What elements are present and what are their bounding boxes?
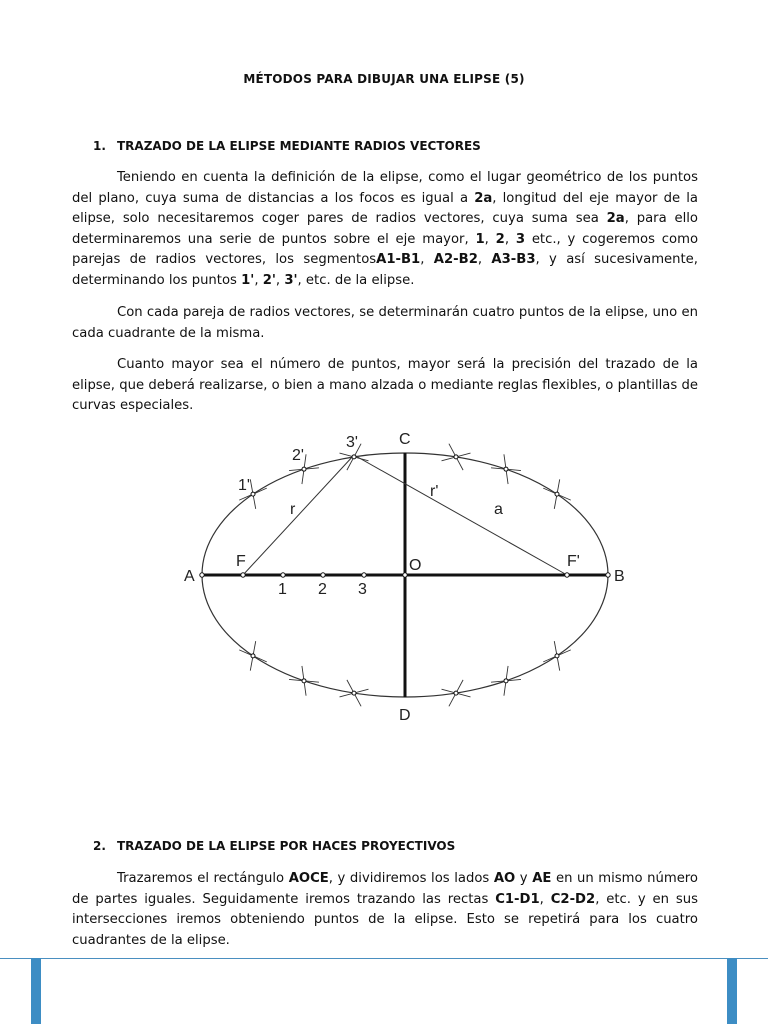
label-d: D bbox=[399, 707, 411, 724]
radius-vector-r bbox=[243, 455, 354, 575]
bold-run: AE bbox=[532, 871, 552, 886]
ellipse-point bbox=[352, 691, 356, 695]
text-run: , etc. y en sus intersecciones iremos obteniendo puntos de la elipse. Esto se repetirá para los cuatro cuadrantes de la elipse. bbox=[72, 891, 698, 948]
ellipse-point bbox=[302, 679, 306, 683]
section-1-paragraph-1 bbox=[72, 168, 698, 292]
section-2-heading bbox=[93, 839, 455, 853]
label-a-segment: a bbox=[494, 501, 503, 518]
bold-run: 2 bbox=[495, 231, 505, 247]
bold-run: A1-B1 bbox=[376, 252, 421, 268]
label-3: 3 bbox=[358, 581, 367, 598]
bold-run: AO bbox=[493, 871, 516, 886]
label-1-prime: 1' bbox=[238, 477, 250, 494]
ellipse-point bbox=[251, 654, 255, 658]
text-run: y bbox=[515, 871, 533, 886]
bold-run: C1-D1 bbox=[495, 891, 540, 907]
ellipse-point bbox=[504, 467, 508, 471]
text-run: , y dividiremos los lados bbox=[328, 871, 494, 886]
ellipse-radius-vector-diagram bbox=[0, 420, 768, 740]
text-run: Trazaremos el rectángulo bbox=[117, 871, 289, 886]
bold-run: 3 bbox=[515, 231, 526, 247]
label-o: O bbox=[409, 557, 422, 574]
point-o bbox=[403, 573, 407, 577]
ellipse-point bbox=[352, 455, 356, 459]
bold-run: 1' bbox=[241, 272, 255, 288]
bold-run: 2' bbox=[262, 272, 276, 288]
section-2-number: 2. bbox=[93, 839, 106, 853]
text-run: , bbox=[477, 252, 492, 268]
bold-run: 2a bbox=[474, 190, 493, 206]
text-run: , bbox=[254, 272, 263, 288]
ellipse-point bbox=[302, 467, 306, 471]
text-run: Teniendo en cuenta la definición de la elipse, como el lugar geométrico de los puntos del plano, cuya suma de distancias a los focos es igual a bbox=[72, 170, 698, 206]
text-run: , bbox=[420, 252, 434, 268]
footer-bar-right bbox=[727, 958, 737, 1024]
text-run: , bbox=[484, 231, 496, 247]
footer-rule bbox=[0, 958, 768, 959]
text-run: , bbox=[504, 231, 516, 247]
text-run: , y así sucesivamente, determinando los puntos bbox=[72, 252, 698, 288]
ellipse-point bbox=[555, 492, 559, 496]
label-f-prime: F' bbox=[567, 553, 580, 570]
bold-run: 1 bbox=[475, 231, 485, 247]
text-run: , bbox=[539, 891, 551, 907]
label-c: C bbox=[399, 431, 411, 448]
point-b bbox=[606, 573, 610, 577]
label-2: 2 bbox=[318, 581, 327, 598]
section-1-paragraph-3: Cuanto mayor sea el número de puntos, mayor será la precisión del trazado de la elipse, que deberá realizarse, o bien a mano alzada o mediante reglas flexibles, o plantillas de curvas especiales. bbox=[72, 357, 698, 414]
ellipse-point bbox=[454, 455, 458, 459]
focus-f bbox=[241, 573, 245, 577]
text-run: etc., y cogeremos como parejas de radios vectores, los segmentos bbox=[72, 231, 699, 268]
ellipse-point bbox=[251, 492, 255, 496]
point-2 bbox=[321, 573, 325, 577]
bold-run: 3' bbox=[284, 272, 298, 288]
ellipse-point bbox=[504, 679, 508, 683]
text-run: en un mismo número de partes iguales. Seguidamente iremos trazando las rectas bbox=[72, 871, 699, 907]
point-3 bbox=[362, 573, 366, 577]
bold-run: A3-B3 bbox=[491, 252, 536, 268]
footer-bar-left bbox=[31, 958, 41, 1024]
label-1: 1 bbox=[278, 581, 287, 598]
section-1-number: 1. bbox=[93, 139, 106, 153]
text-run: , longitud del eje mayor de la elipse, solo necesitaremos coger pares de radios vectores, cuya suma sea bbox=[72, 190, 698, 227]
point-1 bbox=[281, 573, 285, 577]
label-a: A bbox=[184, 568, 195, 585]
ellipse-point bbox=[454, 691, 458, 695]
label-f: F bbox=[236, 553, 246, 570]
ellipse-point bbox=[555, 654, 559, 658]
text-run: , para ello determinaremos una serie de puntos sobre el eje mayor, bbox=[72, 211, 698, 247]
section-2-title: TRAZADO DE LA ELIPSE POR HACES PROYECTIVOS bbox=[117, 839, 456, 853]
label-3-prime: 3' bbox=[346, 434, 358, 451]
bold-run: C2-D2 bbox=[550, 891, 596, 907]
label-b: B bbox=[614, 568, 625, 585]
label-r: r bbox=[290, 501, 296, 518]
section-1-heading bbox=[93, 139, 481, 153]
section-2-paragraph-1 bbox=[72, 869, 698, 951]
bold-run: AOCE bbox=[288, 871, 329, 886]
radius-vector-r-prime bbox=[354, 455, 567, 575]
bold-run: A2-B2 bbox=[433, 252, 478, 268]
text-run: , etc. de la elipse. bbox=[297, 272, 415, 288]
label-r-prime: r' bbox=[430, 483, 439, 500]
section-1-title: TRAZADO DE LA ELIPSE MEDIANTE RADIOS VECTORES bbox=[117, 139, 481, 153]
point-a bbox=[200, 573, 204, 577]
section-1-paragraph-2: Con cada pareja de radios vectores, se determinarán cuatro puntos de la elipse, uno en cada cuadrante de la misma. bbox=[72, 305, 698, 341]
text-run: , bbox=[275, 272, 285, 288]
focus-f-prime bbox=[565, 573, 569, 577]
bold-run: 2a bbox=[606, 211, 625, 227]
page-title: MÉTODOS PARA DIBUJAR UNA ELIPSE (5) bbox=[243, 72, 525, 86]
label-2-prime: 2' bbox=[292, 447, 304, 464]
